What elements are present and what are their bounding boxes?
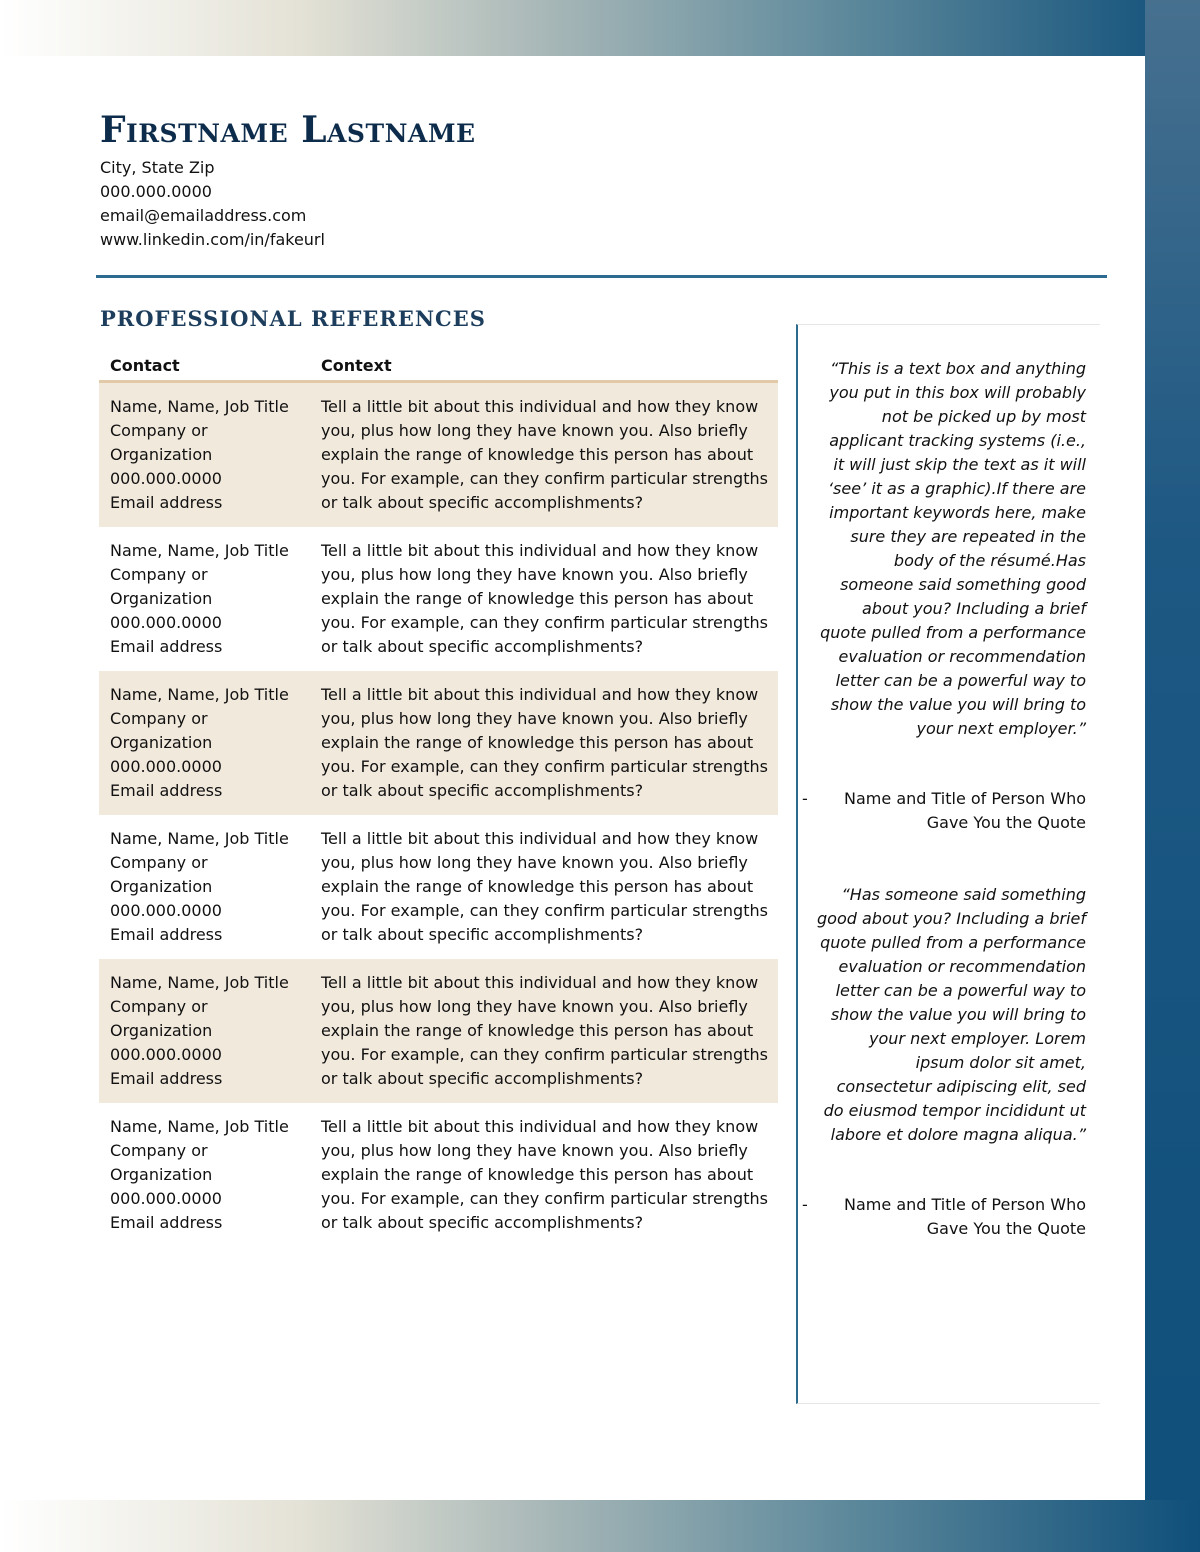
references-table	[99, 354, 778, 1247]
reference-email: Email address	[110, 637, 223, 656]
table-row	[99, 671, 778, 815]
testimonial-quote: “Has someone said something good about you? Including a brief quote pulled from a performance evaluation or recommendation letter can be a powerful way to show the value you will bring to your next employer. Lorem ipsum dolor sit amet, consectetur adipiscing elit, sed do eiusmod tempor incididunt ut labore et dolore magna aliqua.”	[817, 885, 1086, 1144]
contact-cell	[99, 527, 310, 671]
attribution-text: Name and Title of Person Who Gave You the Quote	[844, 1195, 1086, 1238]
reference-company: Company or	[110, 853, 208, 872]
quote-attribution	[796, 787, 1086, 835]
context-cell: Tell a little bit about this individual and how they know you, plus how long they have known you. Also briefly explain the range of knowledge this person has about you. For example, can they confirm particular strengths or talk about specific accomplishments?	[321, 829, 768, 944]
email: email@emailaddress.com	[100, 206, 307, 225]
phone: 000.000.0000	[100, 182, 212, 201]
reference-organization: Organization	[110, 733, 213, 752]
reference-company: Company or	[110, 709, 208, 728]
column-header-contact: Contact	[99, 354, 310, 382]
table-header-row	[99, 354, 778, 382]
applicant-name: Firstname Lastname	[100, 109, 476, 151]
reference-phone: 000.000.0000	[110, 469, 222, 488]
contact-cell	[99, 1103, 310, 1247]
linkedin-url: www.linkedin.com/in/fakeurl	[100, 230, 325, 249]
reference-name: Name, Name, Job Title	[110, 397, 289, 416]
table-row	[99, 815, 778, 959]
reference-organization: Organization	[110, 877, 213, 896]
reference-phone: 000.000.0000	[110, 613, 222, 632]
context-cell: Tell a little bit about this individual and how they know you, plus how long they have known you. Also briefly explain the range of knowledge this person has about you. For example, can they confirm particular strengths or talk about specific accomplishments?	[310, 382, 778, 528]
reference-name: Name, Name, Job Title	[110, 829, 289, 848]
attribution-dash: -	[802, 1195, 808, 1214]
reference-organization: Organization	[110, 589, 213, 608]
reference-name: Name, Name, Job Title	[110, 973, 289, 992]
quote-attribution	[796, 1193, 1086, 1241]
quote-sidebar	[796, 324, 1100, 1404]
section-title: PROFESSIONAL REFERENCES	[100, 306, 486, 331]
top-gradient-band	[0, 0, 1200, 56]
context-cell: Tell a little bit about this individual and how they know you, plus how long they have known you. Also briefly explain the range of knowledge this person has about you. For example, can they confirm particular strengths or talk about specific accomplishments?	[310, 671, 778, 815]
right-gradient-band	[1145, 0, 1200, 1552]
reference-name: Name, Name, Job Title	[110, 541, 289, 560]
contact-cell	[99, 959, 310, 1103]
reference-company: Company or	[110, 565, 208, 584]
contact-cell	[99, 815, 310, 959]
table-row	[99, 382, 778, 528]
reference-organization: Organization	[110, 445, 213, 464]
reference-email: Email address	[110, 1069, 223, 1088]
reference-organization: Organization	[110, 1021, 213, 1040]
bottom-gradient-band	[0, 1500, 1200, 1552]
reference-phone: 000.000.0000	[110, 901, 222, 920]
table-row	[99, 959, 778, 1103]
testimonial-quote: “This is a text box and anything you put in this box will probably not be picked up by most applicant tracking systems (i.e., it will just skip the text as it will ‘see’ it as a graphic).If there are important keywords here, make sure they are repeated in the body of the résumé.Has someone said something good about you? Including a brief quote pulled from a performance evaluation or recommendation letter can be a powerful way to show the value you will bring to your next employer.”	[820, 359, 1086, 738]
contact-cell	[99, 382, 310, 528]
attribution-dash: -	[802, 789, 808, 808]
reference-phone: 000.000.0000	[110, 1189, 222, 1208]
reference-organization: Organization	[110, 1165, 213, 1184]
reference-phone: 000.000.0000	[110, 1045, 222, 1064]
context-cell: Tell a little bit about this individual and how they know you, plus how long they have known you. Also briefly explain the range of knowledge this person has about you. For example, can they confirm particular strengths or talk about specific accomplishments?	[321, 541, 768, 656]
contact-cell	[99, 671, 310, 815]
reference-email: Email address	[110, 925, 223, 944]
reference-phone: 000.000.0000	[110, 757, 222, 776]
table-row	[99, 1103, 778, 1247]
reference-company: Company or	[110, 1141, 208, 1160]
address: City, State Zip	[100, 158, 215, 177]
reference-company: Company or	[110, 421, 208, 440]
table-row	[99, 527, 778, 671]
reference-email: Email address	[110, 1213, 223, 1232]
attribution-text: Name and Title of Person Who Gave You the Quote	[844, 789, 1086, 832]
reference-name: Name, Name, Job Title	[110, 1117, 289, 1136]
reference-name: Name, Name, Job Title	[110, 685, 289, 704]
reference-email: Email address	[110, 493, 223, 512]
context-cell: Tell a little bit about this individual and how they know you, plus how long they have known you. Also briefly explain the range of knowledge this person has about you. For example, can they confirm particular strengths or talk about specific accomplishments?	[310, 959, 778, 1103]
context-cell: Tell a little bit about this individual and how they know you, plus how long they have known you. Also briefly explain the range of knowledge this person has about you. For example, can they confirm particular strengths or talk about specific accomplishments?	[321, 1117, 768, 1232]
contact-block	[100, 156, 325, 252]
column-header-context: Context	[310, 354, 778, 382]
header-divider	[96, 275, 1107, 278]
reference-company: Company or	[110, 997, 208, 1016]
reference-email: Email address	[110, 781, 223, 800]
